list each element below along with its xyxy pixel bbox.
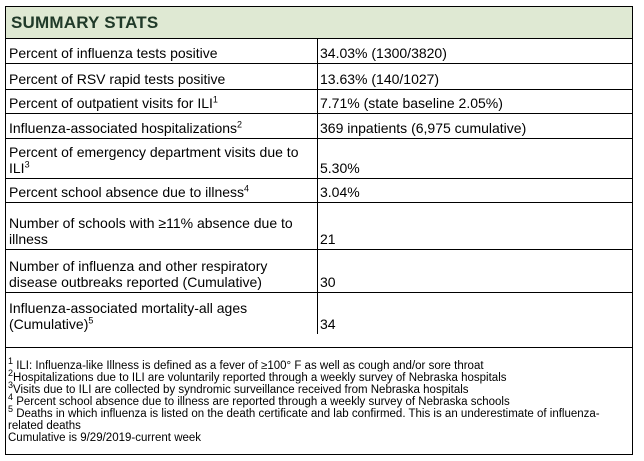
row-label-text: Percent of outpatient visits for ILI — [9, 94, 213, 111]
row-label — [6, 39, 318, 63]
table-row — [6, 113, 632, 138]
row-label-text: Influenza-associated mortality-all ages (Cumulative) — [9, 300, 248, 332]
footnote-mark: 5 — [8, 404, 14, 415]
row-value-text: 34 — [320, 316, 336, 332]
row-value — [318, 63, 633, 89]
footnote — [8, 404, 630, 432]
summary-header — [6, 7, 632, 39]
row-value — [318, 292, 633, 334]
row-value-text: 34.03% (1300/3820) — [320, 44, 447, 61]
row-label-text: Number of schools with ≥11% absence due to illness — [9, 214, 293, 247]
table-row — [6, 138, 632, 178]
row-value-text: 30 — [320, 273, 336, 290]
table-row — [6, 292, 632, 334]
row-label — [6, 138, 318, 178]
row-value — [318, 39, 633, 63]
row-label-text: Percent of emergency department visits due to ILI — [9, 143, 299, 176]
footnote-mark: 4 — [8, 392, 14, 403]
footnote-mark: 5 — [88, 315, 94, 326]
footnote-text: Deaths in which influenza is listed on the death certificate and lab confirmed. This is an underestimate of influenza-related deaths — [8, 408, 600, 432]
row-value-text: 21 — [320, 230, 336, 247]
footnote-mark: 3 — [24, 158, 30, 169]
row-label — [6, 202, 318, 249]
summary-title: SUMMARY STATS — [11, 13, 159, 32]
row-value — [318, 138, 633, 178]
row-label-text: Percent of RSV rapid tests positive — [9, 70, 226, 87]
footnote — [8, 392, 630, 408]
table-row — [6, 63, 632, 89]
row-label-text: Percent of influenza tests positive — [9, 44, 218, 61]
row-label — [6, 63, 318, 89]
footnote-mark: 1 — [8, 356, 14, 367]
footnote-text: ILI: Influenza-like Illness is defined as a fever of ≥100° F as well as cough and/or sore throat — [16, 360, 484, 372]
stats-table — [6, 39, 632, 334]
row-label-text: Percent school absence due to illness — [9, 183, 245, 200]
row-value — [318, 89, 633, 113]
row-label — [6, 89, 318, 113]
footnote-text: Percent school absence due to illness are reported through a weekly survey of Nebraska schools — [16, 396, 510, 408]
row-value — [318, 202, 633, 249]
row-value-text: 369 inpatients (6,975 cumulative) — [320, 119, 527, 136]
row-value-text: 5.30% — [320, 159, 360, 176]
row-label-text: Influenza-associated hospitalizations — [9, 119, 238, 136]
row-value — [318, 178, 633, 202]
row-label — [6, 292, 318, 334]
table-row — [6, 202, 632, 249]
row-value-text: 13.63% (140/1027) — [320, 70, 440, 87]
footnote-mark: 3 — [8, 380, 14, 391]
row-label-text: Number of influenza and other respiratory disease outbreaks reported (Cumulative) — [9, 257, 268, 290]
row-label — [6, 178, 318, 202]
row-value-text: 7.71% (state baseline 2.05%) — [320, 94, 503, 111]
footnote-mark: 2 — [237, 118, 243, 129]
row-label — [6, 249, 318, 292]
summary-stats-panel — [5, 6, 633, 455]
row-value — [318, 113, 633, 138]
footnote — [8, 368, 630, 384]
cumulative-note: Cumulative is 9/29/2019-current week — [8, 432, 202, 444]
row-value-text: 3.04% — [320, 183, 360, 200]
row-value — [318, 249, 633, 292]
footnote-text: Hospitalizations due to ILI are voluntarily reported through a weekly survey of Nebraska hospitals — [13, 372, 507, 384]
footnote-text: Visits due to ILI are collected by syndromic surveillance received from Nebraska hospitals — [13, 384, 469, 396]
table-row — [6, 89, 632, 113]
footnote-mark: 1 — [212, 93, 218, 104]
footnotes — [6, 347, 632, 454]
table-row — [6, 178, 632, 202]
row-label — [6, 113, 318, 138]
footnote — [8, 380, 630, 396]
footnote — [8, 356, 630, 372]
table-row — [6, 39, 632, 63]
table-row — [6, 249, 632, 292]
footnote-mark: 2 — [8, 368, 14, 379]
footnote-mark: 4 — [244, 182, 250, 193]
